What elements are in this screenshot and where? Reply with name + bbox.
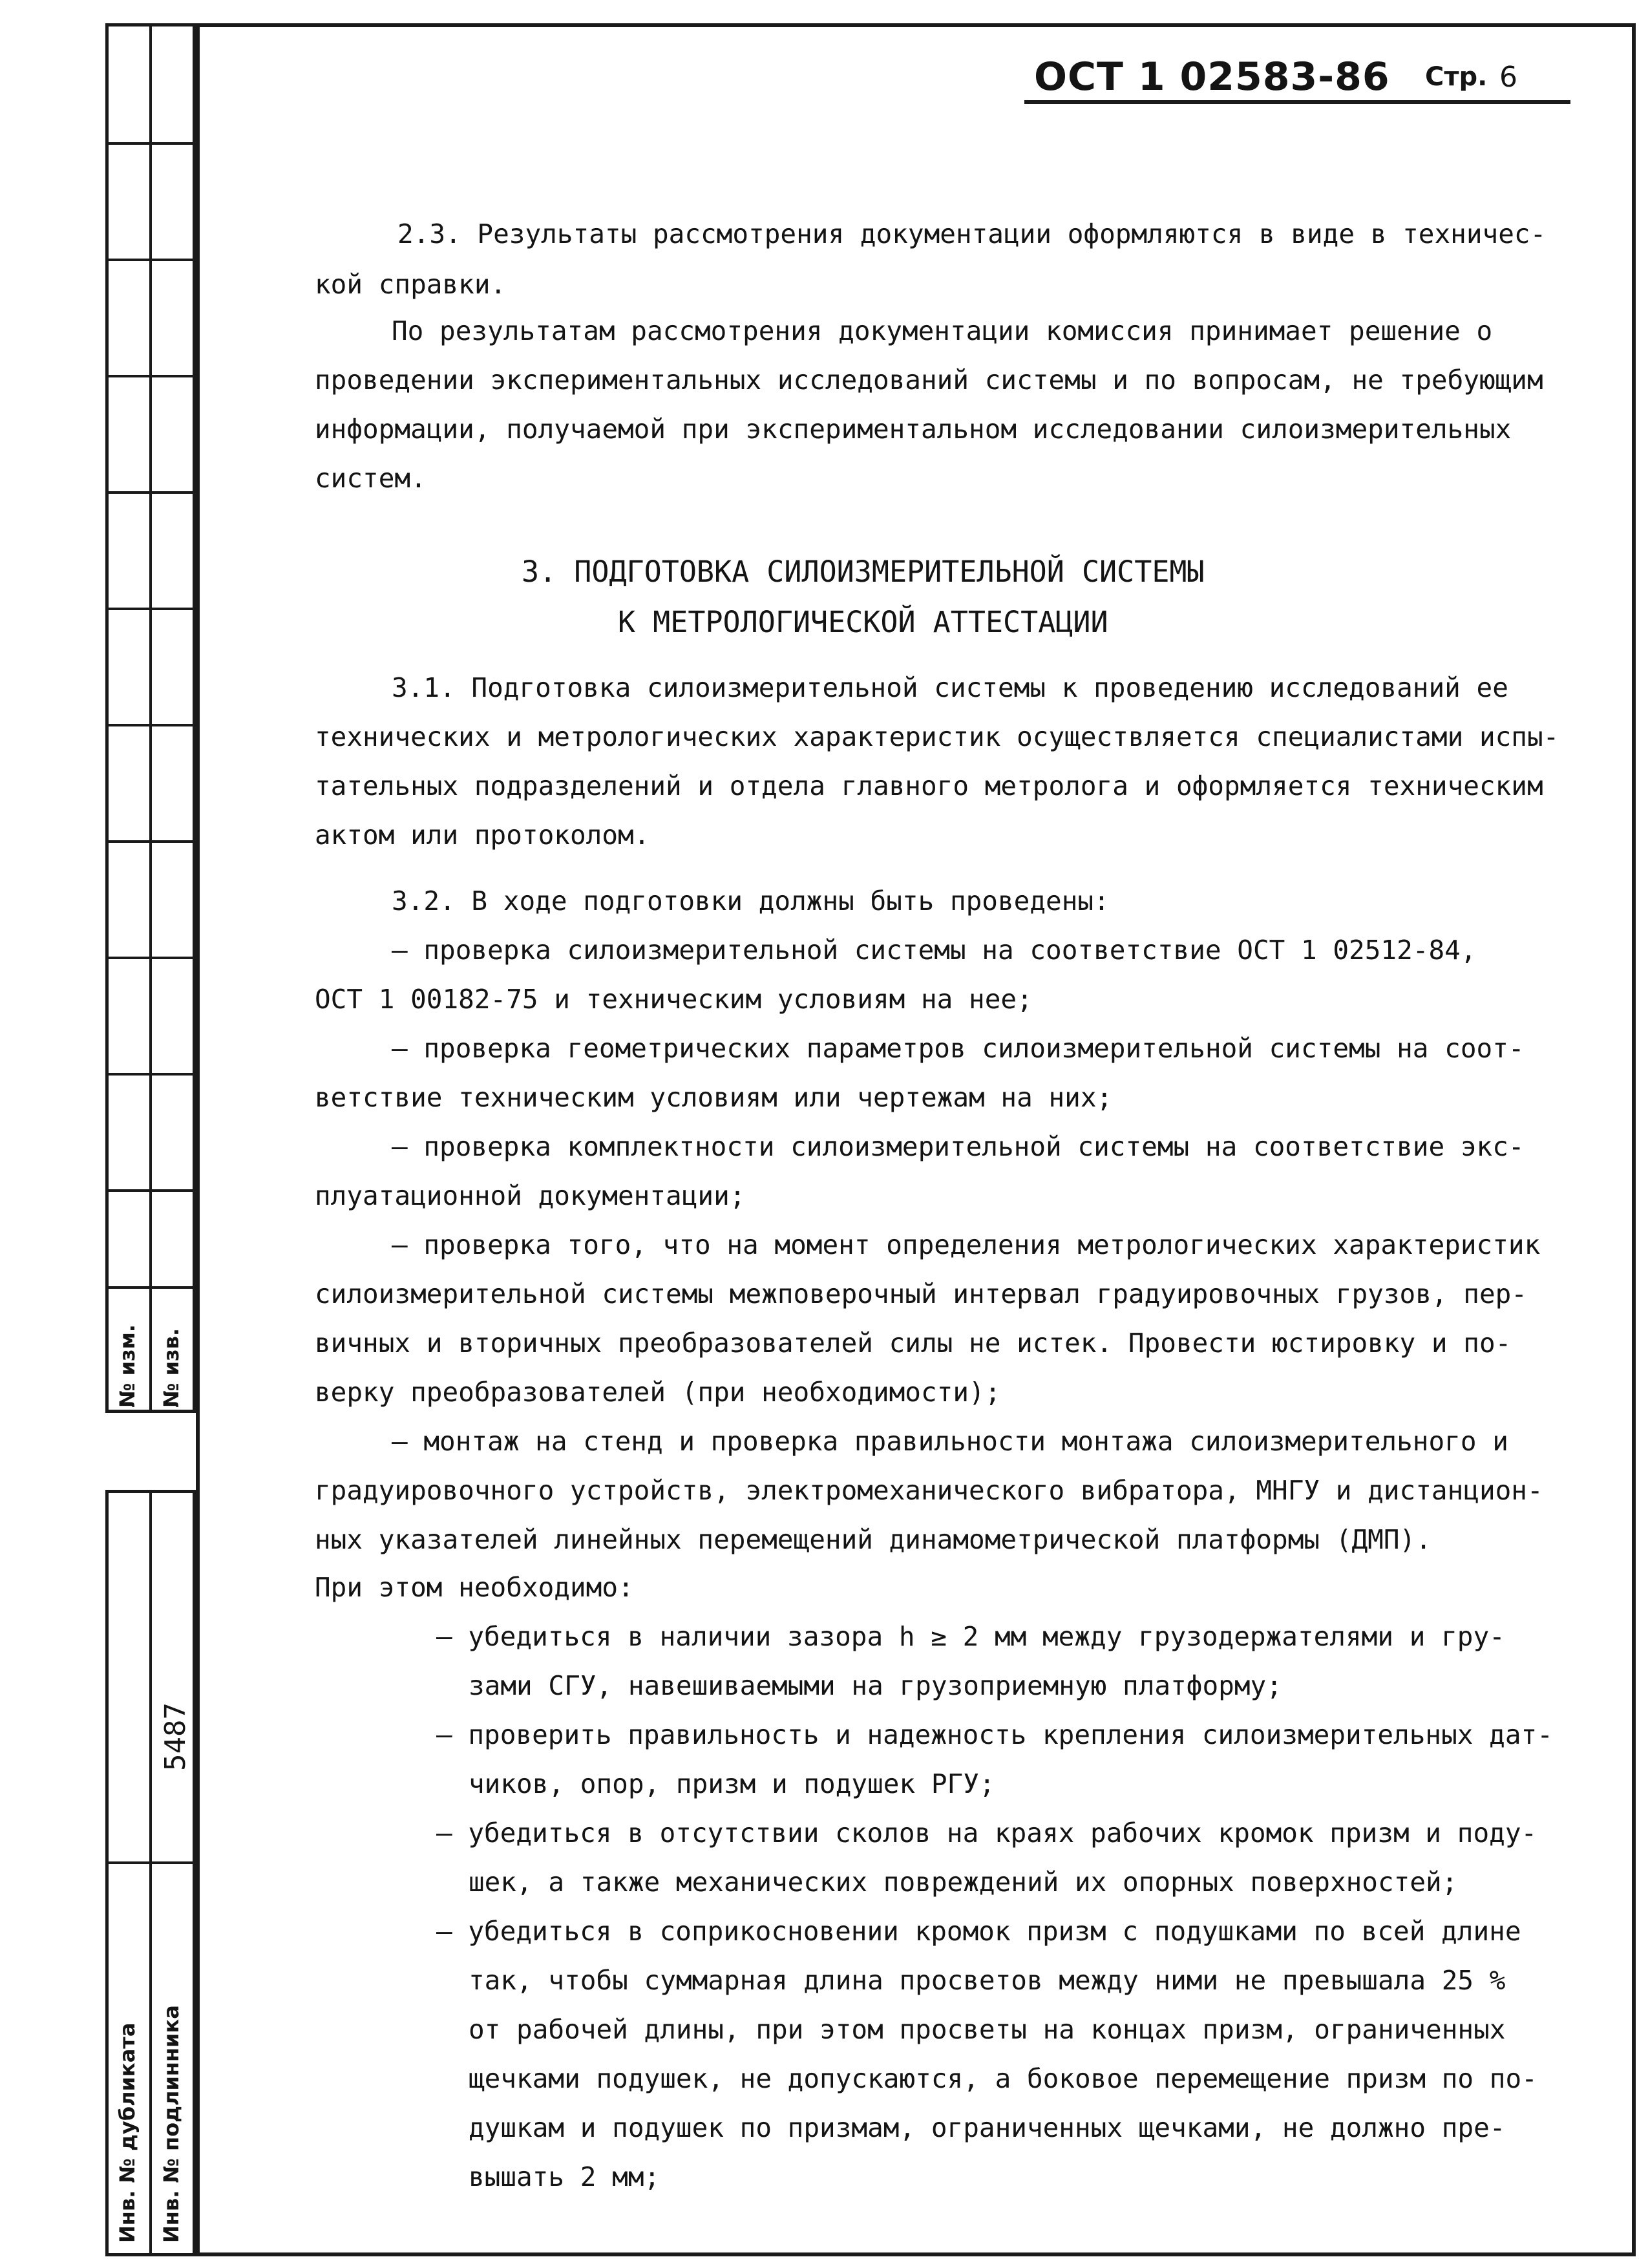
margin-cell-rule (105, 608, 196, 610)
list-item: – проверка комплектности силоизмерительной системы на соответствие экс- (392, 1131, 1525, 1162)
paragraph-line: 2.3. Результаты рассмотрения документации оформляются в виде в техничес- (397, 218, 1547, 249)
margin-cell-rule (105, 142, 196, 145)
paragraph-line: По результатам рассмотрения документации комиссия принимает решение о (392, 315, 1493, 346)
margin-cell-rule (105, 491, 196, 494)
paragraph-line: информации, получаемой при экспериментальном исследовании силоизмерительных (315, 414, 1512, 445)
list-item: ных указателей линейных перемещений динамометрической платформы (ДМП). (315, 1524, 1431, 1555)
margin-strip-divider (149, 1490, 152, 2256)
list-item: градуировочного устройств, электромеханического вибратора, МНГУ и дистанцион- (315, 1475, 1543, 1506)
section-heading: К МЕТРОЛОГИЧЕСКОЙ АТТЕСТАЦИИ (618, 605, 1108, 639)
paragraph-line: кой справки. (315, 269, 507, 300)
sub-list-item: так, чтобы суммарная длина просветов между ними не превышала 25 % (469, 1965, 1506, 1996)
margin-cell-rule (105, 1189, 196, 1192)
sub-list-item: душкам и подушек по призмам, ограниченных щечками, не должно пре- (469, 2112, 1506, 2143)
header-rule (1024, 100, 1570, 104)
margin-cell-rule (105, 1861, 196, 1864)
list-item: – проверка силоизмерительной системы на соответствие ОСТ 1 02512-84, (392, 935, 1477, 966)
margin-cell-rule (105, 259, 196, 261)
paragraph-line: 3.1. Подготовка силоизмерительной системы к проведению исследований ее (392, 672, 1508, 703)
paragraph-line: технических и метрологических характеристик осуществляется специалистами испы- (315, 721, 1559, 752)
sub-list-item: зами СГУ, навешиваемыми на грузоприемную платформу; (469, 1670, 1282, 1701)
section-heading: 3. ПОДГОТОВКА СИЛОИЗМЕРИТЕЛЬНОЙ СИСТЕМЫ (522, 555, 1205, 589)
list-item: ОСТ 1 00182-75 и техническим условиям на нее; (315, 984, 1033, 1015)
margin-cell-rule (105, 724, 196, 726)
list-item: ветствие техническим условиям или чертежам на них; (315, 1082, 1113, 1113)
paragraph-line: актом или протоколом. (315, 820, 650, 851)
sub-list-item: – убедиться в отсутствии сколов на краях рабочих кромок призм и поду- (436, 1818, 1537, 1849)
list-item: – монтаж на стенд и проверка правильности монтажа силоизмерительного и (392, 1426, 1508, 1457)
sub-list-item: щечками подушек, не допускаются, а боковое перемещение призм по по- (469, 2063, 1537, 2094)
sub-list-item: – проверить правильность и надежность крепления силоизмерительных дат- (436, 1719, 1553, 1750)
sub-list-item: чиков, опор, призм и подушек РГУ; (469, 1768, 995, 1799)
original-inv-label: Инв. № подлинника (159, 2005, 184, 2243)
notice-no-label: № изв. (159, 1328, 184, 1408)
original-inv-value: 5487 (159, 1702, 192, 1771)
paragraph-line: тательных подразделений и отдела главного метролога и оформляется техническим (315, 770, 1543, 801)
paragraph-line: систем. (315, 463, 427, 494)
page-label: Стр. (1425, 62, 1488, 92)
list-item: вичных и вторичных преобразователей силы не истек. Провести юстировку и по- (315, 1328, 1512, 1359)
list-item: силоизмерительной системы межповерочный интервал градуировочных грузов, пер- (315, 1278, 1527, 1309)
margin-cell-rule (105, 375, 196, 377)
sub-list-item: вышать 2 мм; (469, 2161, 660, 2192)
list-item: верку преобразователей (при необходимости); (315, 1377, 1001, 1408)
sub-list-item: – убедиться в наличии зазора h ≥ 2 мм между грузодержателями и гру- (436, 1621, 1505, 1652)
document-code: ОСТ 1 02583-86 (1034, 54, 1390, 100)
paragraph-line: При этом необходимо: (315, 1572, 634, 1603)
margin-strip-divider (149, 23, 152, 1413)
sub-list-item: – убедиться в соприкосновении кромок призм с подушками по всей длине (436, 1916, 1521, 1947)
sub-list-item: шек, а также механических повреждений их опорных поверхностей; (469, 1867, 1458, 1898)
paragraph-line: 3.2. В ходе подготовки должны быть проведены: (392, 885, 1110, 917)
list-item: плуатационной документации; (315, 1180, 746, 1211)
page-number: 6 (1499, 61, 1517, 94)
margin-cell-rule (105, 840, 196, 843)
change-no-label: № изм. (115, 1324, 140, 1408)
list-item: – проверка того, что на момент определения метрологических характеристик (392, 1229, 1541, 1260)
duplicate-inv-label: Инв. № дубликата (115, 2022, 140, 2243)
list-item: – проверка геометрических параметров силоизмерительной системы на соот- (392, 1033, 1525, 1064)
margin-cell-rule (105, 1073, 196, 1076)
margin-cell-rule (105, 957, 196, 959)
margin-cell-rule (105, 1286, 196, 1289)
sub-list-item: от рабочей длины, при этом просветы на концах призм, ограниченных (469, 2014, 1506, 2045)
paragraph-line: проведении экспериментальных исследований системы и по вопросам, не требующим (315, 365, 1543, 396)
